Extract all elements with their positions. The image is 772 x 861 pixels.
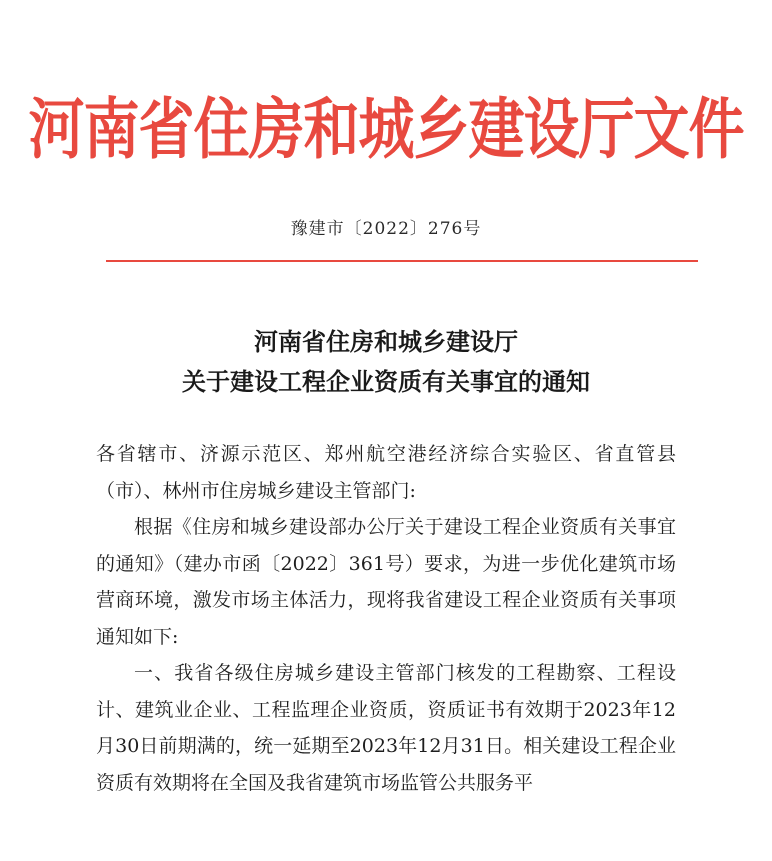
notice-title [0,322,772,402]
document-number: 豫建市〔2022〕276号 [290,219,482,239]
notice-body [96,436,676,801]
red-divider [106,260,698,262]
body-paragraph-1: 根据《住房和城乡建设部办公厅关于建设工程企业资质有关事宜的通知》（建办市函〔2022〕361号）要求，为进一步优化建筑市场营商环境，激发市场主体活力，现将我省建设工程企业资质有关事项通知如下: [96,516,676,648]
body-paragraph-2: 一、我省各级住房城乡建设主管部门核发的工程勘察、工程设计、建筑业企业、工程监理企业资质，资质证书有效期于2023年12月30日前期满的，统一延期至2023年12月31日。相关建设工程企业资质有效期将在全国及我省建筑市场监管公共服务平 [96,662,676,794]
notice-title-line-1: 河南省住房和城乡建设厅 [254,328,518,356]
document-header-title: 河南省住房和城乡建设厅文件 [28,92,744,169]
notice-title-line-2: 关于建设工程企业资质有关事宜的通知 [182,368,590,396]
recipients-paragraph: 各省辖市、济源示范区、郑州航空港经济综合实验区、省直管县（市）、林州市住房城乡建设主管部门: [96,443,676,502]
